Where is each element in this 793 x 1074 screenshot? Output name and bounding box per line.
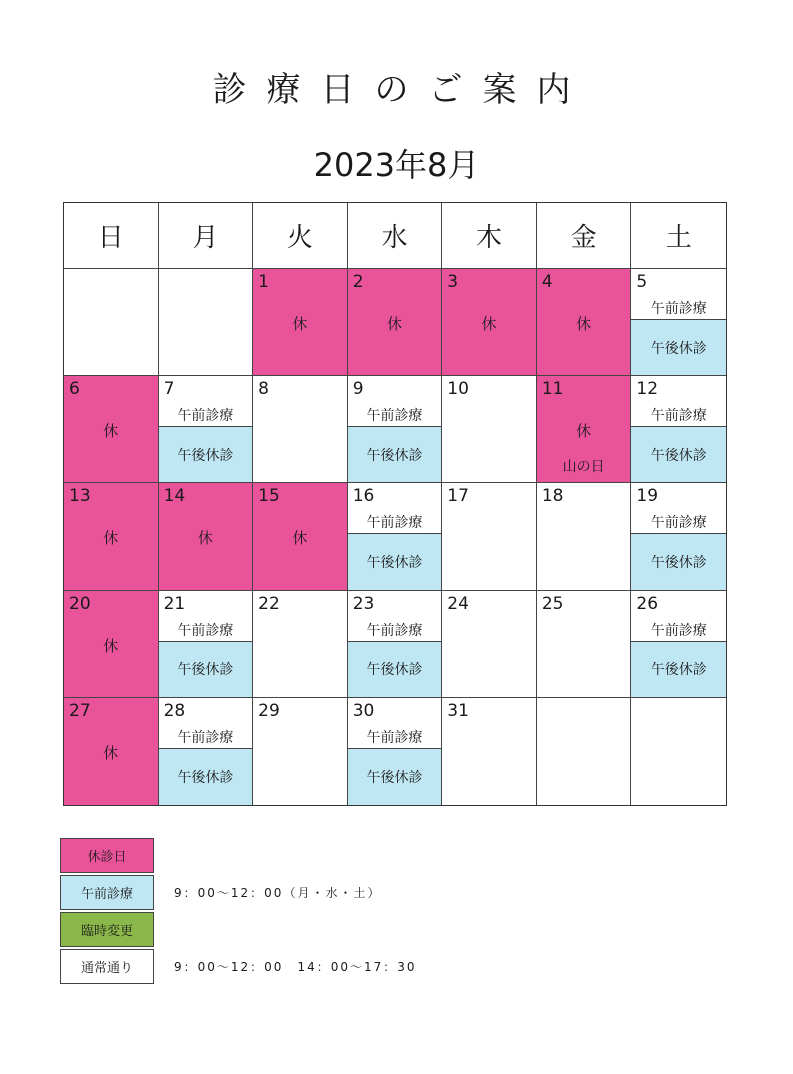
- afternoon-closed-label: 午後休診: [631, 533, 726, 589]
- day-cell-16: [348, 483, 443, 590]
- day-number: 29: [258, 700, 280, 721]
- day-number: 31: [447, 700, 469, 721]
- day-cell-7: [159, 376, 254, 483]
- day-cell-15: [253, 483, 348, 590]
- legend-row: [60, 949, 480, 986]
- day-number: 21: [163, 593, 186, 614]
- closed-label: 休: [103, 743, 119, 762]
- empty-cell: [537, 698, 632, 805]
- afternoon-closed-label: 午後休診: [159, 426, 253, 482]
- month-heading: 2023年8月: [313, 146, 480, 184]
- day-number: 20: [69, 593, 91, 614]
- day-cell-30: [348, 698, 443, 805]
- legend-row: [60, 875, 480, 912]
- day-number: 8: [258, 379, 269, 400]
- day-cell-25: [537, 591, 632, 698]
- day-cell-13: [64, 483, 159, 590]
- closed-label: 休: [292, 315, 308, 333]
- closed-label: 休: [576, 315, 592, 333]
- day-number: 9: [352, 379, 364, 400]
- day-number: 15: [258, 486, 280, 507]
- day-cell-27: [64, 698, 159, 805]
- morning-session-label: 午前診療: [366, 622, 423, 639]
- afternoon-closed-label: 午後休診: [348, 533, 442, 589]
- day-cell-28: [159, 698, 254, 805]
- day-cell-20: [64, 591, 159, 698]
- day-cell-5: [631, 269, 726, 376]
- morning-session-label: 午前診療: [650, 301, 707, 317]
- weekday-header: 火: [253, 203, 348, 269]
- weekday-header: 木: [442, 203, 537, 269]
- page-title: 診療日のご案内: [212, 70, 591, 110]
- morning-session-label: 午前診療: [650, 408, 707, 425]
- closed-label: 休: [197, 529, 213, 548]
- legend-row: [60, 912, 480, 949]
- holiday-name: 山の日: [562, 459, 605, 476]
- legend-row: [60, 838, 480, 875]
- morning-session-label: 午前診療: [650, 515, 707, 532]
- day-cell-4: [537, 269, 632, 376]
- day-cell-2: [348, 269, 443, 376]
- closed-label: 休: [386, 315, 402, 333]
- day-number: 25: [541, 593, 564, 614]
- empty-cell: [159, 269, 254, 376]
- morning-session-label: 午前診療: [177, 622, 234, 639]
- calendar-grid: [63, 202, 727, 806]
- legend-hours: 9：00～12：00 14：00～17：30: [174, 960, 417, 974]
- legend-swatch: 通常通り: [60, 949, 154, 984]
- closed-label: 休: [103, 636, 119, 655]
- afternoon-closed-label: 午後休診: [631, 426, 726, 482]
- day-number: 11: [541, 379, 564, 400]
- weekday-header: 日: [64, 203, 159, 269]
- day-number: 7: [163, 379, 175, 400]
- day-cell-11: [537, 376, 632, 483]
- day-cell-21: [159, 591, 254, 698]
- legend-swatch: 休診日: [60, 838, 154, 873]
- empty-cell: [631, 698, 726, 805]
- morning-session-label: 午前診療: [177, 408, 234, 425]
- afternoon-closed-label: 午後休診: [159, 748, 253, 805]
- weekday-header: 月: [159, 203, 254, 269]
- day-number: 2: [352, 272, 364, 292]
- weekday-header: 金: [537, 203, 632, 269]
- day-number: 3: [447, 272, 459, 292]
- morning-session-label: 午前診療: [650, 622, 707, 639]
- day-cell-10: [442, 376, 537, 483]
- closed-label: 休: [103, 529, 119, 548]
- legend-swatch: 午前診療: [60, 875, 154, 910]
- morning-session-label: 午前診療: [177, 729, 234, 746]
- afternoon-closed-label: 午後休診: [348, 748, 442, 805]
- day-number: 22: [258, 593, 280, 614]
- day-cell-9: [348, 376, 443, 483]
- day-number: 12: [636, 379, 659, 400]
- day-cell-24: [442, 591, 537, 698]
- day-cell-19: [631, 483, 726, 590]
- morning-session-label: 午前診療: [366, 729, 423, 746]
- day-cell-31: [442, 698, 537, 805]
- day-cell-14: [159, 483, 254, 590]
- day-number: 19: [636, 486, 659, 507]
- day-number: 16: [352, 486, 375, 507]
- day-cell-22: [253, 591, 348, 698]
- day-cell-18: [537, 483, 632, 590]
- day-number: 27: [69, 700, 91, 721]
- closed-label: 休: [103, 422, 119, 441]
- day-cell-1: [253, 269, 348, 376]
- closed-label: 休: [292, 529, 308, 548]
- legend: [60, 838, 480, 986]
- afternoon-closed-label: 午後休診: [631, 641, 726, 697]
- day-cell-29: [253, 698, 348, 805]
- day-cell-23: [348, 591, 443, 698]
- weekday-header: 水: [348, 203, 443, 269]
- legend-swatch: 臨時変更: [60, 912, 154, 947]
- afternoon-closed-label: 午後休診: [348, 641, 442, 697]
- day-number: 28: [163, 700, 186, 721]
- morning-session-label: 午前診療: [366, 515, 423, 532]
- afternoon-closed-label: 午後休診: [348, 426, 442, 482]
- day-number: 4: [541, 272, 553, 292]
- day-number: 24: [447, 593, 469, 614]
- day-number: 13: [69, 486, 91, 507]
- day-number: 23: [352, 593, 375, 614]
- day-number: 17: [447, 486, 469, 507]
- empty-cell: [64, 269, 159, 376]
- day-cell-26: [631, 591, 726, 698]
- day-number: 5: [636, 272, 648, 292]
- day-cell-8: [253, 376, 348, 483]
- afternoon-closed-label: 午後休診: [159, 641, 253, 697]
- closed-label: 休: [481, 315, 497, 333]
- afternoon-closed-label: 午後休診: [631, 319, 726, 375]
- day-cell-3: [442, 269, 537, 376]
- day-cell-17: [442, 483, 537, 590]
- day-cell-12: [631, 376, 726, 483]
- morning-session-label: 午前診療: [366, 408, 423, 425]
- day-number: 1: [258, 272, 269, 292]
- day-number: 18: [541, 486, 564, 507]
- closed-label: 休: [576, 422, 592, 441]
- legend-hours: 9：00～12：00（月・水・土）: [174, 886, 382, 900]
- day-number: 14: [163, 486, 186, 507]
- day-number: 26: [636, 593, 659, 614]
- weekday-header: 土: [631, 203, 726, 269]
- day-number: 30: [352, 700, 375, 721]
- day-cell-6: [64, 376, 159, 483]
- day-number: 10: [447, 379, 469, 400]
- day-number: 6: [69, 379, 80, 400]
